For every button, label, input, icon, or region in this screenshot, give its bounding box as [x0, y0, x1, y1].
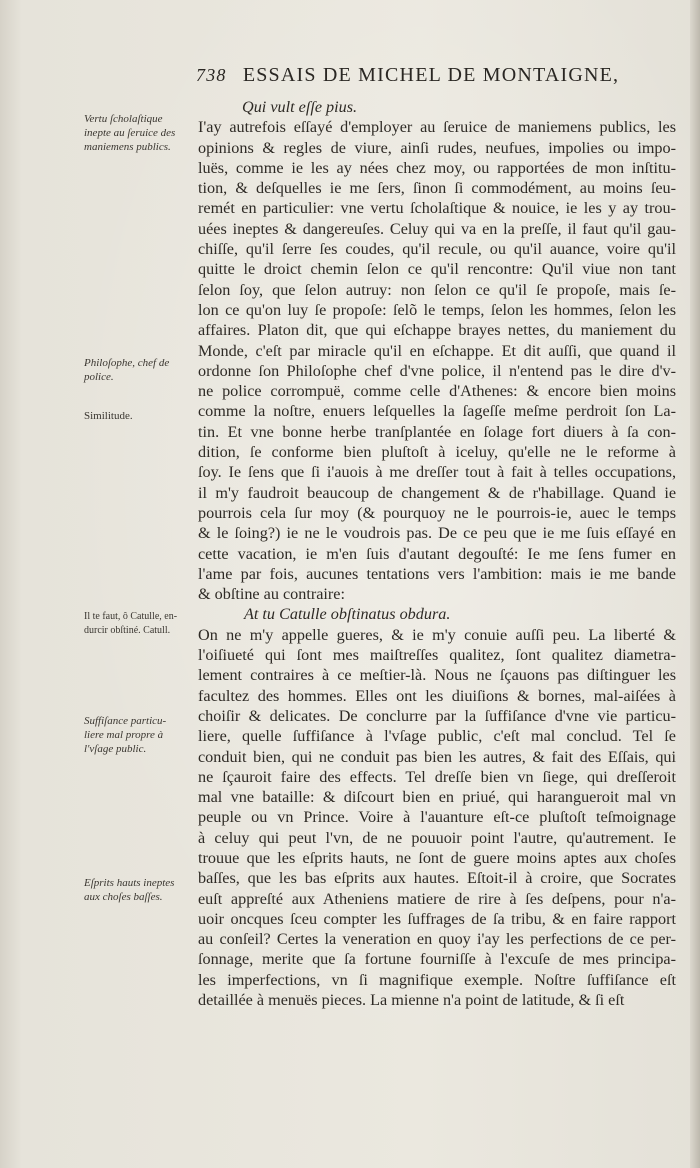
text-line: choiſir & delicates. De conclurre par la ſuffiſance d'vne vie particu- [198, 706, 676, 725]
running-title: ESSAIS DE MICHEL DE MONTAIGNE, [242, 64, 620, 86]
margin-note-vertu [84, 112, 194, 154]
text-line: detaillée à menuës pieces. La mienne n'a point de latitude, & ſi eſt [198, 991, 625, 1010]
text-line: ſelon ſoy, que ſelon autruy: non ſelon ce qu'il ſe propoſe, mais ſe- [198, 280, 676, 299]
paragraph-2 [198, 625, 676, 1011]
text-line: trouue que les eſprits hauts, ne ſont de guere moins aptes aux choſes [198, 848, 676, 867]
margin-note-line: durcir obſtiné. Catull. [84, 625, 171, 636]
text-line: baſſes, que les bas eſprits aux hautes. Eſtoit-il à croire, que Socrates [198, 869, 676, 888]
margin-note-line: liere mal propre à [84, 729, 164, 741]
text-line: remét en particulier: vne vertu ſcholaſtique & nouice, ie les y ay trou- [198, 199, 676, 218]
text-line: ne police corrompuë, comme celle d'Athenes: & encore bien moins [198, 382, 676, 401]
text-line: lon ce qu'on luy ſe propoſe: ſelõ le temps, ſelon les hommes, ſelon les [198, 300, 676, 319]
text-line: tin. Et vne bonne herbe tranſplantée en ſolage fort diuers à ſa con- [198, 422, 676, 441]
margin-note-catulle [84, 610, 194, 638]
text-line: au conſeil? Certes la veneration en quoy i'ay les perfections de ce per- [198, 930, 676, 949]
text-line: à celuy qui peut l'vn, de ne pouuoir point l'autre, qu'autrement. Ie [198, 828, 676, 847]
margin-note-line: maniemens publics. [84, 141, 171, 153]
text-line: dition, ſe conforme bien pluſtoſt à iceluy, qu'elle ne le reforme à [198, 443, 676, 462]
margin-note-line: Suffiſance particu- [84, 715, 167, 727]
text-line: il m'y faudroit beaucoup de changement & de r'habillage. Quand ie [198, 483, 676, 502]
margin-note-line: Philoſophe, chef de [84, 357, 170, 369]
text-line: & le ſoing?) ie ne le voudrois pas. De ce peu que ie me ſuis eſſayé en [198, 524, 676, 543]
text-line: ſoy. Ie ſens que ſi i'auois à me dreſſer tout à fait à telles occupations, [198, 463, 676, 482]
text-line: uées ineptes & dangereuſes. Celuy qui va en la preſſe, il faut qu'il gau- [198, 219, 676, 238]
margin-note-line: Vertu ſcholaſtique [84, 113, 163, 125]
text-line: chiſſe, qu'il ſerre ſes coudes, qu'il recule, ou qu'il auance, voire qu'il [198, 240, 676, 259]
text-line: Monde, c'eſt par miracle qu'il en eſchappe. Et dit auſſi, que quand il [198, 341, 676, 360]
margin-note-line: inepte au ſeruice des [84, 127, 176, 139]
text-line: tion, & deſquelles ie me ſers, ſinon ſi commodément, au moins ſeu- [198, 179, 676, 198]
text-line: lement contraires à ce meſtier-là. Nous ne ſçauons pas diſtinguer les [198, 666, 676, 685]
text-line: cette vacation, ie m'en ſuis d'autant degouſté: Ie me ſens fumer en [198, 544, 676, 563]
text-line: & obſtine au contraire: [198, 585, 345, 604]
text-line: luës, comme ie les ay nées chez moy, ou rapportées de mon inſtitu- [198, 158, 676, 177]
page-number: 738 [196, 65, 227, 85]
text-line: comme la noſtre, enuers leſquelles la ſageſſe meſme perdroit ſon La- [198, 402, 676, 421]
text-line: ne ſçauroit faire des effects. Tel dreſſe bien vn ſiege, qui dreſſeroit [198, 767, 676, 786]
text-line: les imperfections, vn ſi magnifique exemple. Noſtre ſuffiſance eſt [198, 970, 676, 989]
page-binding-edge [690, 0, 700, 1168]
margin-note-line: l'vſage public. [84, 743, 147, 755]
margin-note-line: Similitude. [84, 410, 133, 422]
margin-note-line: Il te faut, ô Catulle, en- [84, 611, 178, 622]
text-line: ordonne ſon Philoſophe chef d'vne police, il n'entend pas le dire d'v- [198, 361, 676, 380]
text-line: liere, quelle ſuffiſance à l'vſage public, c'eſt mal conclud. Tel ſe [198, 727, 676, 746]
text-line: euſt appreſté aux Atheniens matiere de rire à ſes deſpens, pour n'a- [198, 889, 676, 908]
margin-note-line: police. [84, 371, 114, 383]
text-line: pourrois cela ſur moy (& pourquoy ne le pourrois-ie, auec le temps [198, 503, 676, 522]
latin-quote: At tu Catulle obſtinatus obdura. [244, 605, 451, 624]
text-line: opinions & regles de viure, ainſi rudes, neufues, impolies ou impo- [198, 138, 676, 157]
text-line: l'oiſiueté qui ſont mes maiſtreſſes qualitez, ſont qualitez diametra- [198, 646, 676, 665]
margin-note-philosophe [84, 356, 194, 384]
text-line: ſonnage, merite que ſa fortune fourniſſe à l'excuſe de mes principa- [198, 950, 676, 969]
text-line: facultez des hommes. Elles ont les diuiſions & bornes, mal-aiſées à [198, 686, 676, 705]
text-line: l'ame par fois, aucunes tentations vers l'ambition: mais ie me bande [198, 564, 676, 583]
paragraph-1 [198, 117, 676, 604]
margin-note-line: Eſprits hauts ineptes [84, 877, 175, 889]
text-line: peuple ou vn Prince. Voire à l'auanture eſt-ce pluſtoſt teſmoignage [198, 808, 676, 827]
text-line: uoir oncques ſceu compter les ſuffrages de ſa tribu, & en faire rapport [198, 909, 676, 928]
text-line: mal vne bataille: & diſcourt bien en priué, qui harangueroit mal vn [198, 788, 676, 807]
main-text [198, 97, 676, 1010]
latin-quote: Qui vult eſſe pius. [242, 98, 358, 116]
text-line: I'ay autrefois eſſayé d'employer au ſeruice de maniemens publics, les [198, 118, 676, 137]
running-head [196, 64, 646, 90]
margin-note-similitude [84, 409, 194, 423]
text-line: conduit bien, qui ne conduit pas bien les autres, & fait des Eſſais, qui [198, 747, 676, 766]
margin-note-esprits [84, 876, 194, 904]
margin-note-suffisance [84, 714, 194, 756]
margin-note-line: aux choſes baſſes. [84, 891, 163, 903]
text-line: On ne m'y appelle gueres, & ie m'y conuie auſſi peu. La liberté & [198, 625, 676, 644]
text-line: quitte le droict chemin ſelon ce qu'il rencontre: Qu'il viue non tant [198, 260, 676, 279]
text-line: affaires. Platon dit, que qui eſchappe brayes nettes, du maniement du [198, 321, 676, 340]
